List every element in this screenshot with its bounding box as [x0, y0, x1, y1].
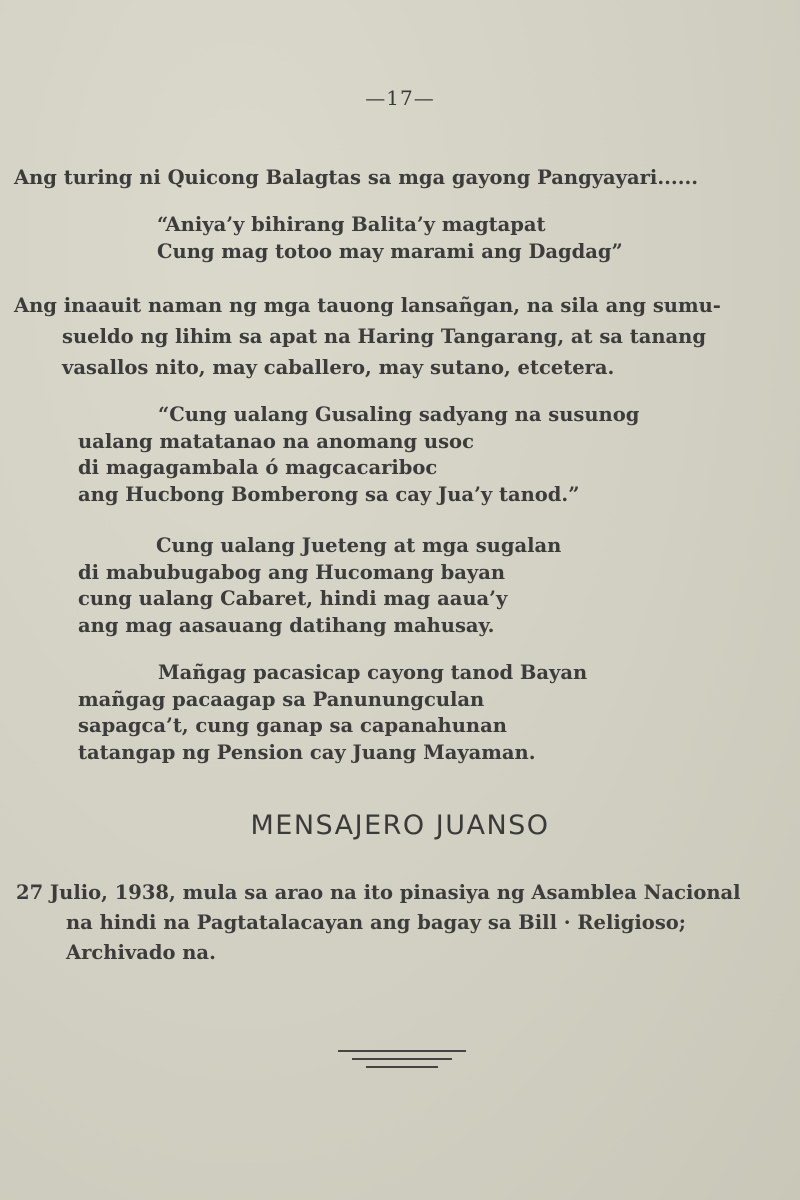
verse-line: ang mag aasauang datihang mahusay.	[78, 613, 495, 637]
verse-tanod-bayan	[78, 660, 587, 766]
verse-line: tatangap ng Pension cay Juang Mayaman.	[78, 740, 536, 764]
verse-line: di magagambala ó magcacariboc	[78, 456, 438, 479]
ornament-rule-bottom	[366, 1066, 438, 1068]
verse-jueteng	[78, 533, 561, 639]
verse-line: sapagca’t, cung ganap sa capanahunan	[78, 714, 507, 737]
verse-line: “Cung ualang Gusaling sadyang na susunog	[158, 403, 640, 426]
page-number: —17—	[365, 86, 435, 110]
paragraph-line: Ang inaauit naman ng mga tauong lansañgan, na sila ang sumu-	[14, 294, 721, 317]
paragraph-tauong-lansangan	[14, 290, 721, 383]
verse-line: “Aniya’y bihirang Balita’y magtapat	[157, 213, 546, 236]
verse-line: ang Hucbong Bomberong sa cay Jua’y tanod.”	[78, 482, 580, 506]
verse-line: cung ualang Cabaret, hindi mag aaua’y	[78, 587, 508, 610]
paragraph-line: sueldo ng lihim sa apat na Haring Tangarang, at sa tanang	[62, 325, 706, 348]
intro-line	[14, 164, 698, 192]
ornament-rule-middle	[352, 1058, 452, 1060]
intro-line-text: Ang turing ni Quicong Balagtas sa mga gayong Pangyayari......	[14, 166, 699, 189]
ornament-rule-top	[338, 1050, 466, 1052]
paragraph-line: vasallos nito, may caballero, may sutano, etcetera.	[62, 356, 615, 379]
paragraph-asamblea	[16, 878, 741, 968]
verse-aniya	[157, 212, 623, 265]
verse-line: Cung ualang Jueteng at mga sugalan	[156, 534, 562, 557]
paragraph-line: Archivado na.	[66, 941, 216, 964]
paragraph-line: 27 Julio, 1938, mula sa arao na ito pinasiya ng Asamblea Nacional	[16, 881, 741, 904]
verse-line: ualang matatanao na anomang usoc	[78, 429, 474, 453]
verse-line: Mañgag pacasicap cayong tanod Bayan	[158, 661, 588, 684]
paragraph-line: na hindi na Pagtatalacayan ang bagay sa Bill · Religioso;	[66, 911, 687, 934]
verse-line: di mabubugabog ang Hucomang bayan	[78, 560, 506, 584]
verse-gusaling	[78, 402, 639, 508]
section-heading: MENSAJERO JUANSO	[250, 810, 550, 841]
verse-line: mañgag pacaagap sa Panunungculan	[78, 687, 485, 711]
verse-line: Cung mag totoo may marami ang Dagdag”	[157, 239, 623, 263]
